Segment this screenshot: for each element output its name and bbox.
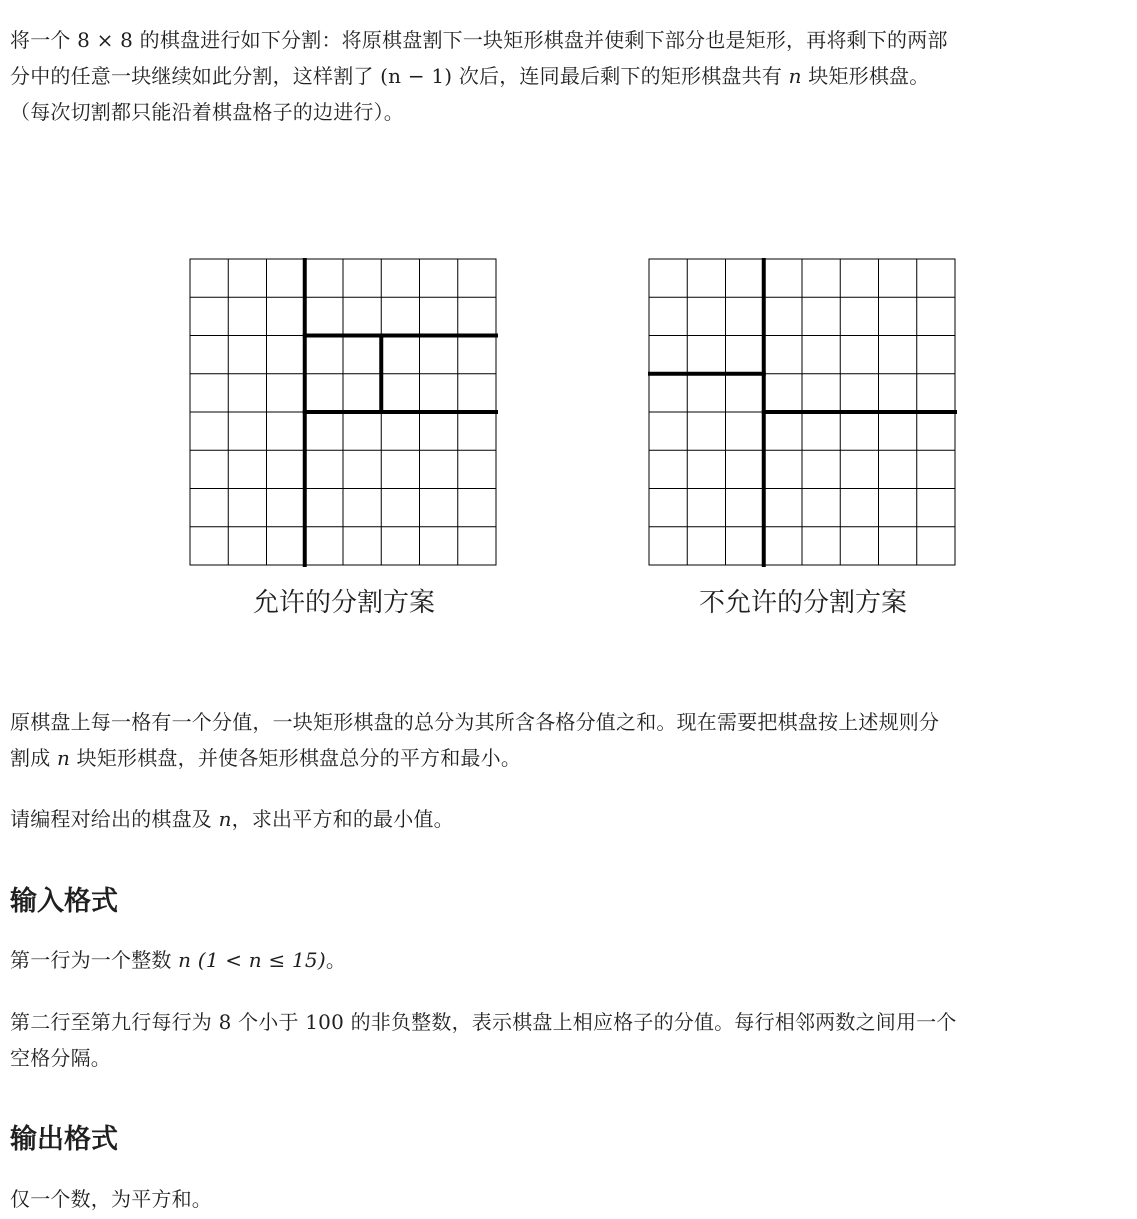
text: 将一个	[10, 28, 71, 52]
text: 第二行至第九行每行为	[10, 1010, 212, 1034]
intro-line-1	[10, 22, 1130, 58]
text: ，求出平方和的最小值。	[231, 807, 454, 831]
text: 块矩形棋盘，并使各矩形棋盘总分的平方和最小。	[76, 746, 522, 770]
allowed-caption: 允许的分割方案	[252, 588, 435, 618]
scoring-line-1: 原棋盘上每一格有一个分值，一块矩形棋盘的总分为其所含各格分值之和。现在需要把棋盘按上述规则分	[10, 710, 940, 734]
input-line-2	[10, 1004, 1130, 1076]
text: 的非负整数，表示棋盘上相应格子的分值。每行相邻两数之间用一个	[350, 1010, 957, 1034]
disallowed-caption: 不允许的分割方案	[698, 588, 907, 618]
intro-paragraph	[10, 22, 1130, 130]
scoring-line-2	[10, 740, 1130, 776]
math-n-range: n (1 < n ≤ 15)	[178, 948, 326, 972]
math-100: 100	[305, 1010, 345, 1034]
text: 个小于	[238, 1010, 299, 1034]
math-8: 8	[218, 1010, 232, 1034]
text: 次后，连同最后剩下的矩形棋盘共有	[458, 64, 783, 88]
task-paragraph	[10, 801, 1130, 837]
intro-line-2	[10, 58, 1130, 94]
input-format-heading: 输入格式	[10, 886, 118, 917]
output-line-1: 仅一个数，为平方和。	[10, 1187, 212, 1211]
text: 第一行为一个整数	[10, 948, 172, 972]
text: 块矩形棋盘。	[808, 64, 930, 88]
text: 。	[325, 948, 347, 972]
math-board-size: 8 × 8	[77, 28, 134, 52]
math-n: n	[56, 746, 71, 770]
math-cut-count: (n − 1)	[380, 64, 453, 88]
intro-line-3: （每次切割都只能沿着棋盘格子的边进行）。	[10, 100, 404, 124]
math-n: n	[788, 64, 802, 88]
input-line-2b: 空格分隔。	[10, 1046, 111, 1070]
output-format-heading: 输出格式	[10, 1124, 118, 1155]
text: 割成	[10, 746, 51, 770]
disallowed-partition-figure	[648, 258, 958, 568]
allowed-grid-svg	[189, 258, 499, 568]
math-n: n	[218, 807, 232, 831]
input-line-1	[10, 942, 1130, 978]
allowed-partition-figure	[189, 258, 499, 568]
scoring-paragraph	[10, 704, 1130, 776]
input-line-2a	[10, 1004, 1130, 1040]
text: 分中的任意一块继续如此分割，这样割了	[10, 64, 374, 88]
disallowed-grid-svg	[648, 258, 958, 568]
text: 请编程对给出的棋盘及	[10, 807, 212, 831]
text: 的棋盘进行如下分割：将原棋盘割下一块矩形棋盘并使剩下部分也是矩形，再将剩下的两部	[139, 28, 948, 52]
